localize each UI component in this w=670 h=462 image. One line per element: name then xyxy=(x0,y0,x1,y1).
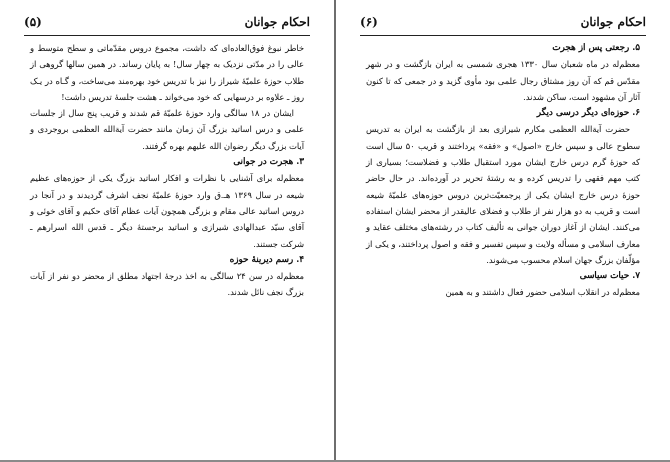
left-paragraph-1: خاطر نبوغ فوق‌العاده‌ای که داشت، مجموع دروس مقدّماتی و سطح متوسط و عالی را در مدّتی نزدیک به چهار سال! به پایان رساند. در همین سالها گروهی از طلاب حوزهٔ علمیّهٔ شیراز را نیز با تدریس خود بهره‌مند می‌ساخت، و گـاه در یـک روز ـ علاوه بر درسهایی که خود می‌خواند ـ هشت جلسهٔ تدریس داشت! xyxy=(30,43,304,102)
section-4-text: معظم‌له در سن ۲۴ سالگی به اخذ درجهٔ اجتهاد مطلق از محضر دو نفر از آیات بزرگ نجف نائل شدند. xyxy=(30,271,304,298)
section-4-heading: ۴. رسم دیرینهٔ حوزه xyxy=(229,254,304,265)
section-5-heading: ۵. رجعتی پس از هجرت xyxy=(552,43,640,53)
left-header-title: احکام جوانان xyxy=(244,15,310,29)
left-page-number: (۵) xyxy=(24,15,42,29)
section-7-heading: ۷. حیات سیاسی xyxy=(579,271,640,282)
right-page-body xyxy=(366,40,640,301)
right-page xyxy=(336,0,670,462)
left-page xyxy=(0,0,334,462)
right-page-header xyxy=(360,12,646,32)
section-6-heading: ۶. حوزه‌ای دیگر درسی دیگر xyxy=(536,108,640,119)
left-paragraph-2: ایشان در ۱۸ سالگی وارد حوزهٔ علمیّهٔ قم شدند و قریب پنج سال از جلسات علمی و درس اساتید بزرگ آن زمان مانند حضرت آیةالله العظمی بروجردی و آیات بزرگ دیگر رضوان الله علیهم بهره گرفتند. xyxy=(30,108,304,151)
right-page-number: (۶) xyxy=(360,15,378,29)
left-page-header xyxy=(24,12,310,32)
right-header-title: احکام جوانان xyxy=(580,15,646,29)
right-header-rule xyxy=(360,35,646,36)
section-7-text: معظم‌له در انقلاب اسلامی حضور فعال داشتند و به همین xyxy=(445,287,640,298)
section-5-text: معظم‌له در ماه شعبان سال ۱۳۳۰ هجری شمسی به ایران بازگشت و در شهر مقدّس قم که آن روز مشتاق رجال علمی بود مأوی گزید و در جمعی که تا کنون آثار آن مشهود است، ساکن شدند. xyxy=(366,59,640,102)
left-page-body xyxy=(30,40,304,301)
section-3-heading: ۳. هجرت در جوانی xyxy=(233,157,304,168)
section-6-text: حضرت آیةالله العظمی مکارم شیرازی بعد از بازگشت به ایران به تدریس سطوح عالی و سپس خارج «اصول» و «فقه» پرداختند و قریب ۵۰ سال است که حوزهٔ گرم درس خارج ایشان مورد استقبال طلاب و فضلاست؛ بسیاری از کتب مهم فقهی را تدریس کرده و به رشتهٔ تحریر در آورده‌اند. در حال حاضر حوزهٔ درس خارج ایشان یکی از پرجمعیّت‌ترین دروس حوزه‌های علمیّهٔ شیعه است و قریب به دو هزار نفر از طلاب و فضلای عالیقدر از محضر ایشان استفاده می‌کنند. ایشان از آغاز دوران جوانی به تألیف کتاب در رشته‌های مختلف عقاید و معارف اسلامی و مسأله ولایت و سپس تفسیر و فقه و اصول پرداختند، و یکی از مؤلّفان بزرگ جهان اسلام محسوب می‌شوند. xyxy=(366,124,640,265)
section-3-text: معظم‌له برای آشنایی با نظرات و افکار اساتید بزرگ یکی از حوزه‌های عظیم شیعه در سال ۱۳۶۹ هـ.ق وارد حوزهٔ علمیّهٔ نجف اشرف گردیدند و در آنجا در دروس اساتید عالی مقام و بزرگی همچون آیات عظام آقای حکیم و آقای خوئی و آقای سیّد عبدالهادی شیرازی و اساتید برجستهٔ دیگر ـ قدس الله اسرارهم ـ شرکت جستند. xyxy=(30,173,304,249)
left-header-rule xyxy=(24,35,310,36)
